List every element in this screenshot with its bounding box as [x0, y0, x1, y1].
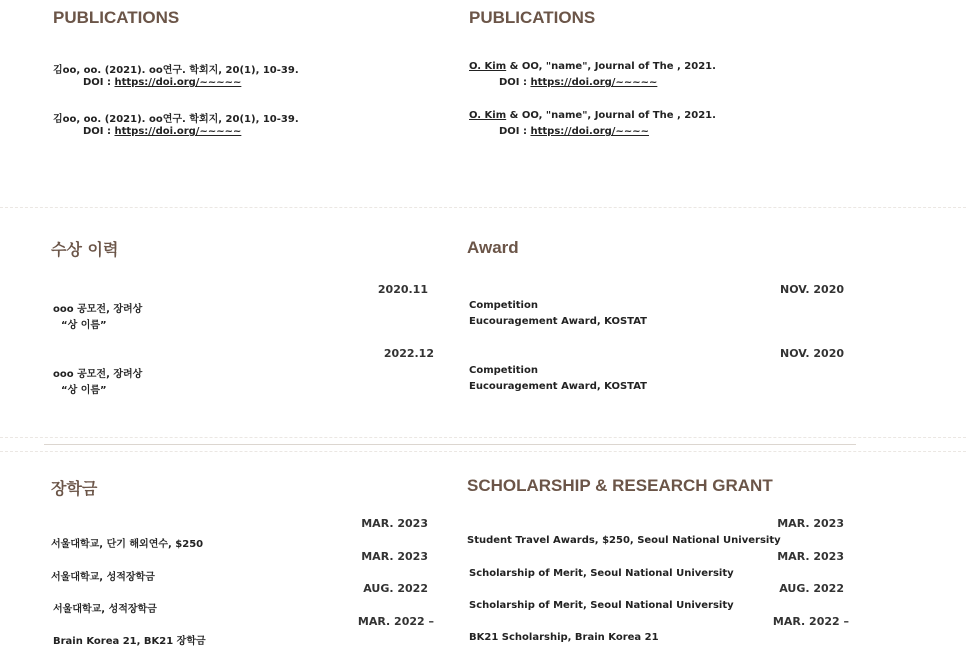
scholarship-date-en-4: MAR. 2022 – [772, 615, 849, 628]
publication-citation-en-1 [469, 61, 716, 72]
award-date-ko-2: 2022.12 [383, 347, 434, 360]
doi-label: DOI : [83, 126, 115, 137]
section-divider [0, 451, 966, 452]
publication-doi-en-2 [499, 126, 649, 137]
doi-link[interactable]: https://doi.org/~~~~~ [114, 126, 242, 137]
scholarship-date-en-1: MAR. 2023 [777, 517, 844, 530]
scholarship-date-en-3: AUG. 2022 [779, 582, 844, 595]
scholarship-item-ko-3: 서울대학교, 성적장학금 [53, 604, 157, 615]
scholarship-date-en-2: MAR. 2023 [777, 550, 844, 563]
publication-citation-en-2 [469, 110, 716, 121]
scholarship-heading-en: SCHOLARSHIP & RESEARCH GRANT [467, 476, 773, 495]
publication-citation-ko-2: 김oo, oo. (2021). oo연구. 학회지, 20(1), 10-39. [53, 114, 299, 125]
section-divider [0, 437, 966, 438]
scholarship-item-en-3: Scholarship of Merit, Seoul National University [469, 600, 734, 611]
scholarship-date-ko-1: MAR. 2023 [361, 517, 428, 530]
doi-link[interactable]: https://doi.org/~~~~ [530, 126, 649, 137]
award-title-en-1: Competition [469, 300, 538, 311]
author-link[interactable]: O. Kim [469, 61, 507, 72]
doi-label: DOI : [499, 126, 531, 137]
section-divider [0, 207, 966, 208]
publication-doi-ko-2 [83, 126, 241, 137]
award-date-en-1: NOV. 2020 [780, 283, 844, 296]
award-title-en-2: Competition [469, 365, 538, 376]
award-name-ko-2: “상 이름” [61, 385, 107, 396]
scholarship-item-ko-2: 서울대학교, 성적장학금 [51, 572, 155, 583]
award-name-ko-1: “상 이름” [61, 320, 107, 331]
doi-label: DOI : [83, 77, 115, 88]
citation-text: & OO, "name", Journal of The , 2021. [506, 61, 716, 72]
publication-doi-ko-1 [83, 77, 241, 88]
award-title-ko-1: ooo 공모전, 장려상 [53, 304, 143, 315]
award-heading-ko: 수상 이력 [51, 240, 119, 259]
award-name-en-1: Eucouragement Award, KOSTAT [469, 316, 647, 327]
doi-link[interactable]: https://doi.org/~~~~~ [114, 77, 242, 88]
publication-doi-en-1 [499, 77, 657, 88]
scholarship-item-ko-1: 서울대학교, 단기 해외연수, $250 [51, 539, 204, 550]
scholarship-date-ko-3: AUG. 2022 [363, 582, 428, 595]
award-name-en-2: Eucouragement Award, KOSTAT [469, 381, 647, 392]
scholarship-date-ko-2: MAR. 2023 [361, 550, 428, 563]
scholarship-item-en-1: Student Travel Awards, $250, Seoul National University [467, 535, 781, 546]
scholarship-heading-ko: 장학금 [51, 479, 98, 498]
award-heading-en: Award [467, 238, 519, 257]
scholarship-item-ko-4: Brain Korea 21, BK21 장학금 [53, 636, 206, 647]
section-rule [44, 444, 856, 445]
publications-heading-en: PUBLICATIONS [469, 8, 596, 27]
citation-text: & OO, "name", Journal of The , 2021. [506, 110, 716, 121]
author-link[interactable]: O. Kim [469, 110, 507, 121]
award-date-en-2: NOV. 2020 [780, 347, 844, 360]
scholarship-item-en-2: Scholarship of Merit, Seoul National University [469, 568, 734, 579]
doi-link[interactable]: https://doi.org/~~~~~ [530, 77, 658, 88]
scholarship-date-ko-4: MAR. 2022 – [357, 615, 434, 628]
award-date-ko-1: 2020.11 [377, 283, 428, 296]
publication-citation-ko-1: 김oo, oo. (2021). oo연구. 학회지, 20(1), 10-39. [53, 65, 299, 76]
doi-label: DOI : [499, 77, 531, 88]
scholarship-item-en-4: BK21 Scholarship, Brain Korea 21 [469, 632, 659, 643]
publications-heading-ko: PUBLICATIONS [53, 8, 180, 27]
award-title-ko-2: ooo 공모전, 장려상 [53, 369, 143, 380]
